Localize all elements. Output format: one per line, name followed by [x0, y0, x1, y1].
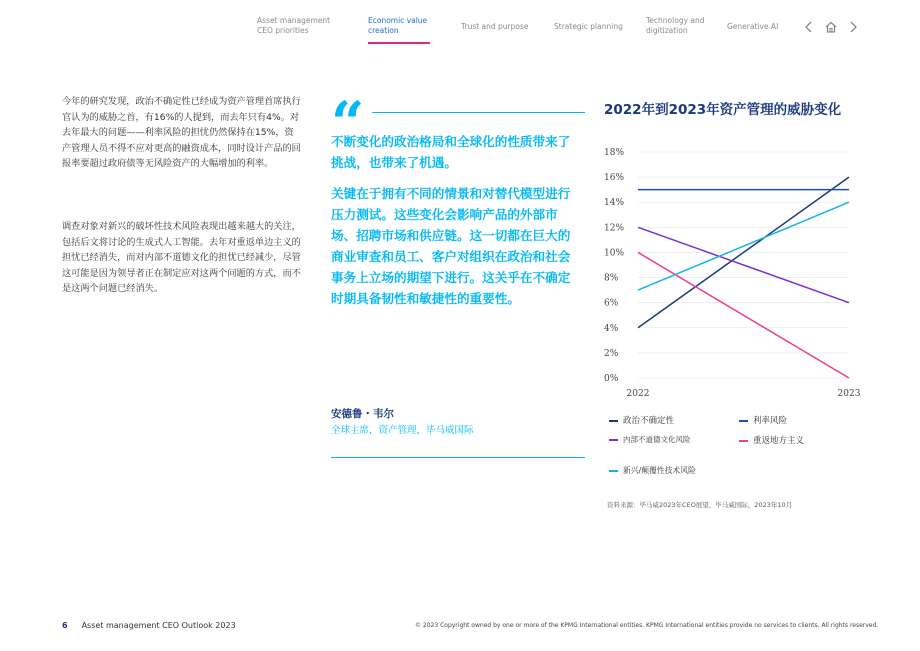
y-tick-label: 16%	[604, 173, 625, 184]
chart-title: 2022年到2023年资产管理的威胁变化	[604, 102, 842, 118]
y-tick-label: 18%	[604, 148, 625, 158]
legend-label: 内部不道德文化风险	[623, 435, 691, 444]
next-page-icon[interactable]	[846, 20, 860, 34]
y-tick-label: 14%	[604, 198, 625, 209]
legend-item-return-to-localism	[739, 434, 804, 446]
series-line	[638, 227, 849, 302]
legend-label: 利率风险	[753, 416, 788, 426]
y-tick-label: 0%	[604, 374, 619, 384]
x-tick-label: 2022	[626, 389, 650, 399]
quote-text-1: 不断变化的政治格局和全球化的性质带来了挑战，也带来了机遇。	[331, 134, 571, 170]
y-tick-label: 12%	[604, 223, 625, 234]
threat-change-line-chart	[600, 140, 870, 405]
series-line	[638, 252, 849, 378]
legend-swatch	[739, 420, 748, 422]
legend-item-interest-rate-risk	[739, 414, 787, 426]
body-paragraph-1: 今年的研究发现，政治不确定性已经成为资产管理首席执行官认为的威胁之首，有16%的人提到，而去年只有4%。对去年最大的问题——利率风险的担忧仍然保持在15%，资产管理人员不得不应对更高的融资成本，同时设计产品的回报率要超过政府债等无风险资产的大幅增加的利率。	[62, 96, 301, 169]
y-tick-label: 2%	[604, 348, 619, 359]
footer-title	[62, 621, 236, 630]
nav-tab-economic-value-creation[interactable]: Economic value creation	[368, 16, 428, 35]
legend-label: 政治不确定性	[623, 416, 675, 426]
nav-tab-ceo-priorities[interactable]: Asset management CEO priorities	[257, 16, 331, 35]
legend-swatch	[609, 420, 618, 422]
series-line	[638, 202, 849, 290]
home-icon[interactable]	[824, 20, 838, 34]
y-tick-label: 8%	[604, 273, 619, 284]
legend-swatch	[609, 470, 618, 472]
body-paragraph-2: 调查对象对新兴的破坏性技术风险表现出越来越大的关注，包括后文将讨论的生成式人工智能。去年对重返单边主义的担忧已经消失，而对内部不道德文化的担忧已经减少，尽管这可能是因为领导者正在制定应对这两个问题的方式，而不是这两个问题已经消失。	[62, 221, 301, 294]
quote-divider-top	[372, 112, 585, 113]
x-tick-label: 2023	[837, 389, 861, 399]
nav-tab-strategic-planning[interactable]: Strategic planning	[554, 22, 623, 31]
quote-author-title: 全球主席，资产管理，毕马威国际	[331, 425, 474, 436]
nav-tab-generative-ai[interactable]: Generative AI	[727, 22, 779, 31]
footer-copyright: © 2023 Copyright owned by one or more of the KPMG International entities. KPMG International entities provide no services to clients. All rights reserved.	[415, 622, 879, 629]
nav-tab-trust-purpose[interactable]: Trust and purpose	[461, 22, 529, 31]
legend-item-political-uncertainty	[609, 414, 674, 426]
legend-item-emerging-tech-risk	[609, 465, 696, 476]
nav-tab-technology-digitization[interactable]: Technology and digitization	[646, 16, 705, 35]
legend-swatch	[739, 440, 748, 442]
publication-title: Asset management CEO Outlook 2023	[81, 621, 236, 630]
legend-label: 重返地方主义	[753, 436, 805, 446]
legend-swatch	[609, 439, 618, 441]
quote-author-name: 安德鲁・韦尔	[331, 408, 394, 420]
top-navigation	[0, 16, 920, 46]
y-tick-label: 10%	[604, 248, 625, 259]
quote-divider-bottom	[331, 457, 585, 458]
page-number: 6	[62, 621, 68, 630]
y-tick-label: 4%	[604, 323, 619, 334]
legend-label: 新兴/颠覆性技术风险	[623, 466, 696, 475]
chart-source-note: 资料来源：毕马威2023年CEO展望，毕马威国际，2023年10月	[607, 501, 793, 509]
y-tick-label: 6%	[604, 298, 619, 309]
quote-mark-icon: “	[331, 89, 365, 157]
previous-page-icon[interactable]	[802, 20, 816, 34]
legend-item-unethical-culture	[609, 434, 691, 445]
active-tab-underline	[368, 42, 430, 44]
quote-text-2: 关键在于拥有不同的情景和对替代模型进行压力测试。这些变化会影响产品的外部市场、招聘市场和供应链。这一切都在巨大的商业审查和员工、客户对组织在政治和社会事务上立场的期望下进行。这关乎在不确定时期具备韧性和敏捷性的重要性。	[331, 186, 571, 306]
